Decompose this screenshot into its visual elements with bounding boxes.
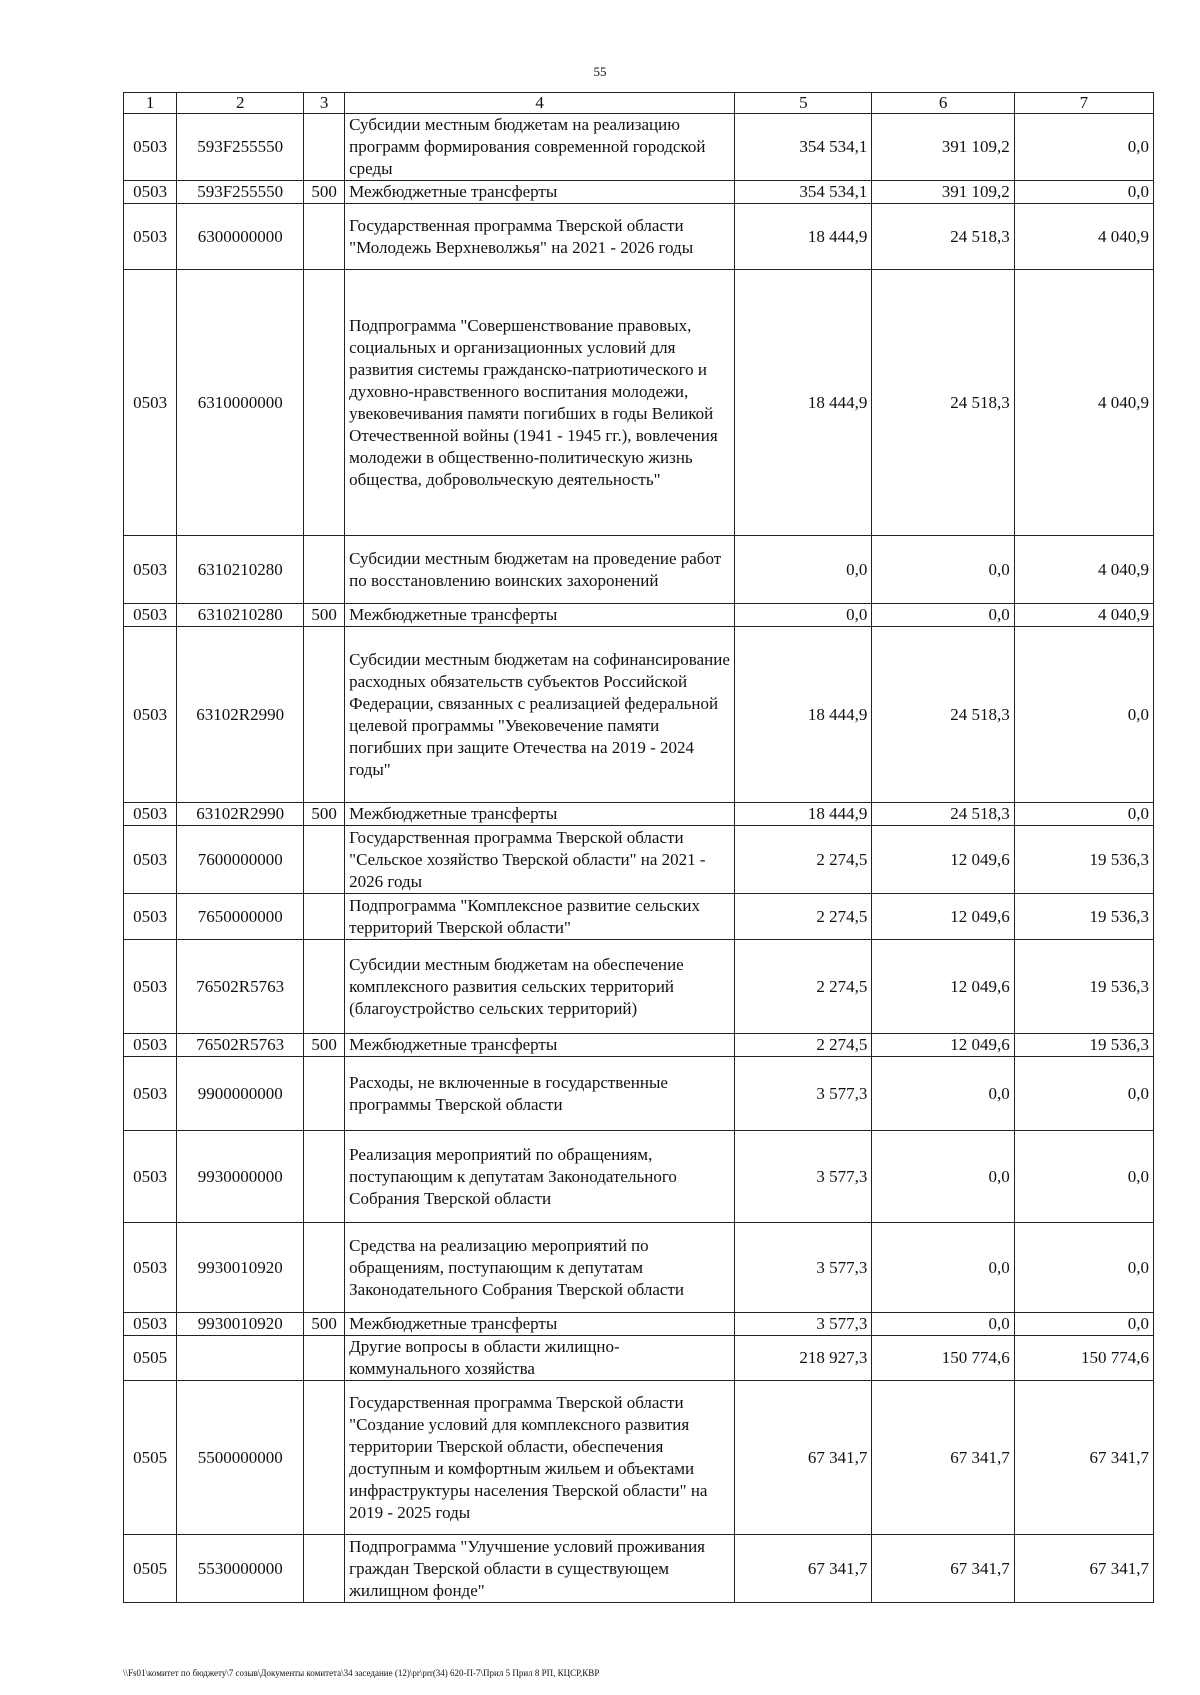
section-code: 0505 <box>124 1535 177 1603</box>
header-cell-3: 3 <box>304 93 345 114</box>
expense-type-code <box>304 1535 345 1603</box>
section-code: 0503 <box>124 536 177 604</box>
amount-col-5: 18 444,9 <box>735 270 872 536</box>
section-code: 0503 <box>124 826 177 894</box>
target-article-code: 63102R2990 <box>177 627 304 803</box>
table-row <box>124 894 1154 940</box>
target-article-code: 9900000000 <box>177 1057 304 1131</box>
expense-type-code: 500 <box>304 1034 345 1057</box>
description: Межбюджетные трансферты <box>345 181 735 204</box>
section-code: 0505 <box>124 1336 177 1381</box>
budget-table <box>123 92 1154 1603</box>
section-code: 0503 <box>124 181 177 204</box>
table-row <box>124 627 1154 803</box>
expense-type-code <box>304 114 345 181</box>
amount-col-7: 19 536,3 <box>1014 894 1153 940</box>
section-code: 0503 <box>124 803 177 826</box>
header-cell-1: 1 <box>124 93 177 114</box>
target-article-code: 9930000000 <box>177 1131 304 1223</box>
expense-type-code <box>304 894 345 940</box>
description: Средства на реализацию мероприятий по обращениям, поступающим к депутатам Законодательного Собрания Тверской области <box>345 1223 735 1313</box>
target-article-code: 6310000000 <box>177 270 304 536</box>
amount-col-7: 0,0 <box>1014 1223 1153 1313</box>
table-row <box>124 803 1154 826</box>
expense-type-code <box>304 270 345 536</box>
amount-col-6: 150 774,6 <box>872 1336 1014 1381</box>
expense-type-code <box>304 536 345 604</box>
amount-col-5: 0,0 <box>735 536 872 604</box>
table-row <box>124 1034 1154 1057</box>
amount-col-6: 0,0 <box>872 604 1014 627</box>
table-row <box>124 940 1154 1034</box>
section-code: 0505 <box>124 1381 177 1535</box>
amount-col-6: 67 341,7 <box>872 1381 1014 1535</box>
target-article-code: 7650000000 <box>177 894 304 940</box>
header-cell-2: 2 <box>177 93 304 114</box>
target-article-code: 593F255550 <box>177 114 304 181</box>
amount-col-6: 391 109,2 <box>872 181 1014 204</box>
description: Субсидии местным бюджетам на реализацию программ формирования современной городской среды <box>345 114 735 181</box>
header-cell-4: 4 <box>345 93 735 114</box>
amount-col-6: 12 049,6 <box>872 894 1014 940</box>
table-row <box>124 1381 1154 1535</box>
amount-col-7: 0,0 <box>1014 114 1153 181</box>
amount-col-6: 0,0 <box>872 536 1014 604</box>
amount-col-7: 150 774,6 <box>1014 1336 1153 1381</box>
table-row <box>124 270 1154 536</box>
target-article-code: 5500000000 <box>177 1381 304 1535</box>
expense-type-code <box>304 627 345 803</box>
amount-col-5: 0,0 <box>735 604 872 627</box>
amount-col-5: 67 341,7 <box>735 1381 872 1535</box>
table-row <box>124 536 1154 604</box>
expense-type-code: 500 <box>304 1313 345 1336</box>
description: Реализация мероприятий по обращениям, поступающим к депутатам Законодательного Собрания Тверской области <box>345 1131 735 1223</box>
header-cell-6: 6 <box>872 93 1014 114</box>
table-row <box>124 204 1154 270</box>
amount-col-6: 12 049,6 <box>872 1034 1014 1057</box>
section-code: 0503 <box>124 627 177 803</box>
amount-col-5: 218 927,3 <box>735 1336 872 1381</box>
target-article-code: 6310210280 <box>177 536 304 604</box>
amount-col-7: 4 040,9 <box>1014 536 1153 604</box>
section-code: 0503 <box>124 1034 177 1057</box>
amount-col-6: 24 518,3 <box>872 204 1014 270</box>
target-article-code: 6310210280 <box>177 604 304 627</box>
description: Государственная программа Тверской области "Создание условий для комплексного развития территории Тверской области, обеспечения доступным и комфортным жильем и объектами инфраструктуры населения Тверской области" на 2019 - 2025 годы <box>345 1381 735 1535</box>
description: Государственная программа Тверской области "Молодежь Верхневолжья" на 2021 - 2026 годы <box>345 204 735 270</box>
page-number: 55 <box>593 64 607 79</box>
expense-type-code <box>304 826 345 894</box>
target-article-code: 593F255550 <box>177 181 304 204</box>
header-row <box>124 93 1154 114</box>
table-row <box>124 604 1154 627</box>
amount-col-5: 354 534,1 <box>735 181 872 204</box>
table-row <box>124 181 1154 204</box>
description: Межбюджетные трансферты <box>345 1313 735 1336</box>
description: Межбюджетные трансферты <box>345 1034 735 1057</box>
table-row <box>124 1535 1154 1603</box>
expense-type-code <box>304 1223 345 1313</box>
target-article-code: 76502R5763 <box>177 940 304 1034</box>
table-row <box>124 1131 1154 1223</box>
amount-col-5: 67 341,7 <box>735 1535 872 1603</box>
amount-col-7: 0,0 <box>1014 1131 1153 1223</box>
header-cell-7: 7 <box>1014 93 1153 114</box>
target-article-code: 7600000000 <box>177 826 304 894</box>
table-row <box>124 826 1154 894</box>
section-code: 0503 <box>124 1223 177 1313</box>
expense-type-code <box>304 204 345 270</box>
amount-col-7: 67 341,7 <box>1014 1535 1153 1603</box>
table-row <box>124 1336 1154 1381</box>
target-article-code: 63102R2990 <box>177 803 304 826</box>
amount-col-5: 18 444,9 <box>735 803 872 826</box>
expense-type-code <box>304 1336 345 1381</box>
amount-col-6: 0,0 <box>872 1131 1014 1223</box>
section-code: 0503 <box>124 270 177 536</box>
amount-col-7: 0,0 <box>1014 1313 1153 1336</box>
amount-col-7: 19 536,3 <box>1014 1034 1153 1057</box>
section-code: 0503 <box>124 894 177 940</box>
amount-col-5: 2 274,5 <box>735 894 872 940</box>
section-code: 0503 <box>124 1057 177 1131</box>
description: Субсидии местным бюджетам на обеспечение комплексного развития сельских территорий (благоустройство сельских территорий) <box>345 940 735 1034</box>
amount-col-5: 18 444,9 <box>735 627 872 803</box>
expense-type-code <box>304 940 345 1034</box>
amount-col-7: 0,0 <box>1014 627 1153 803</box>
amount-col-5: 3 577,3 <box>735 1057 872 1131</box>
amount-col-7: 67 341,7 <box>1014 1381 1153 1535</box>
description: Государственная программа Тверской области "Сельское хозяйство Тверской области" на 2021 - 2026 годы <box>345 826 735 894</box>
amount-col-5: 3 577,3 <box>735 1223 872 1313</box>
target-article-code <box>177 1336 304 1381</box>
header-cell-5: 5 <box>735 93 872 114</box>
table-body <box>124 114 1154 1603</box>
expense-type-code: 500 <box>304 803 345 826</box>
file-path-footer: \\Fs01\комитет по бюджету\7 созыв\Документы комитета\34 заседание (12)\pr\prr(34) 620-П-7\Прил 5 Прил 8 РП, КЦСР,КВР <box>123 1668 600 1678</box>
expense-type-code: 500 <box>304 604 345 627</box>
section-code: 0503 <box>124 1131 177 1223</box>
description: Субсидии местным бюджетам на софинансирование расходных обязательств субъектов Российской Федерации, связанных с реализацией федеральной целевой программы "Увековечение памяти погибших при защите Отечества на 2019 - 2024 годы" <box>345 627 735 803</box>
amount-col-6: 391 109,2 <box>872 114 1014 181</box>
amount-col-5: 2 274,5 <box>735 940 872 1034</box>
amount-col-6: 0,0 <box>872 1223 1014 1313</box>
amount-col-6: 24 518,3 <box>872 627 1014 803</box>
amount-col-5: 354 534,1 <box>735 114 872 181</box>
amount-col-6: 24 518,3 <box>872 803 1014 826</box>
amount-col-5: 3 577,3 <box>735 1313 872 1336</box>
description: Подпрограмма "Совершенствование правовых, социальных и организационных условий для развития системы гражданско-патриотического и духовно-нравственного воспитания молодежи, увековечивания памяти погибших в годы Великой Отечественной войны (1941 - 1945 гг.), вовлечения молодежи в общественно-политическую жизнь общества, добровольческую деятельность" <box>345 270 735 536</box>
amount-col-6: 67 341,7 <box>872 1535 1014 1603</box>
section-code: 0503 <box>124 114 177 181</box>
amount-col-6: 12 049,6 <box>872 826 1014 894</box>
amount-col-6: 0,0 <box>872 1057 1014 1131</box>
expense-type-code <box>304 1057 345 1131</box>
description: Субсидии местным бюджетам на проведение работ по восстановлению воинских захоронений <box>345 536 735 604</box>
target-article-code: 9930010920 <box>177 1313 304 1336</box>
table-row <box>124 1223 1154 1313</box>
description: Расходы, не включенные в государственные программы Тверской области <box>345 1057 735 1131</box>
expense-type-code <box>304 1381 345 1535</box>
amount-col-6: 12 049,6 <box>872 940 1014 1034</box>
table-row <box>124 1313 1154 1336</box>
amount-col-5: 18 444,9 <box>735 204 872 270</box>
table-row <box>124 1057 1154 1131</box>
section-code: 0503 <box>124 940 177 1034</box>
amount-col-7: 4 040,9 <box>1014 204 1153 270</box>
amount-col-6: 24 518,3 <box>872 270 1014 536</box>
amount-col-7: 4 040,9 <box>1014 270 1153 536</box>
description: Подпрограмма "Комплексное развитие сельских территорий Тверской области" <box>345 894 735 940</box>
amount-col-5: 2 274,5 <box>735 826 872 894</box>
description: Другие вопросы в области жилищно-коммунального хозяйства <box>345 1336 735 1381</box>
table-row <box>124 114 1154 181</box>
section-code: 0503 <box>124 1313 177 1336</box>
amount-col-6: 0,0 <box>872 1313 1014 1336</box>
amount-col-7: 0,0 <box>1014 803 1153 826</box>
amount-col-7: 4 040,9 <box>1014 604 1153 627</box>
amount-col-7: 19 536,3 <box>1014 826 1153 894</box>
target-article-code: 76502R5763 <box>177 1034 304 1057</box>
amount-col-7: 0,0 <box>1014 181 1153 204</box>
amount-col-7: 0,0 <box>1014 1057 1153 1131</box>
target-article-code: 9930010920 <box>177 1223 304 1313</box>
expense-type-code: 500 <box>304 181 345 204</box>
section-code: 0503 <box>124 604 177 627</box>
amount-col-5: 3 577,3 <box>735 1131 872 1223</box>
description: Межбюджетные трансферты <box>345 803 735 826</box>
target-article-code: 6300000000 <box>177 204 304 270</box>
target-article-code: 5530000000 <box>177 1535 304 1603</box>
amount-col-5: 2 274,5 <box>735 1034 872 1057</box>
section-code: 0503 <box>124 204 177 270</box>
expense-type-code <box>304 1131 345 1223</box>
amount-col-7: 19 536,3 <box>1014 940 1153 1034</box>
description: Межбюджетные трансферты <box>345 604 735 627</box>
description: Подпрограмма "Улучшение условий проживания граждан Тверской области в существующем жилищном фонде" <box>345 1535 735 1603</box>
